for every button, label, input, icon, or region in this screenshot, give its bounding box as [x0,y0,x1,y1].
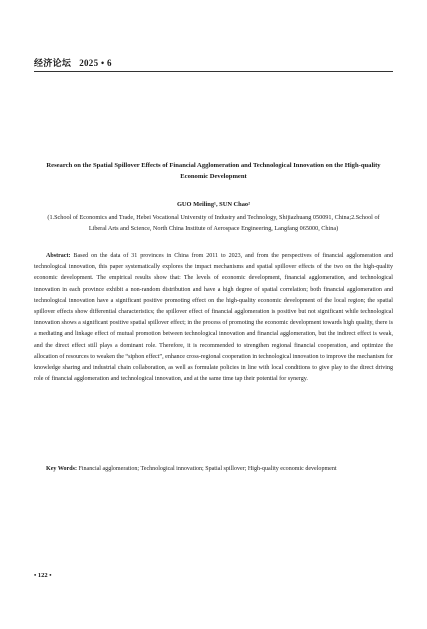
keywords-body: Financial agglomeration; Technological innovation; Spatial spillover; High-quality economic development [78,466,337,472]
header-divider [34,71,393,72]
page-number: • 122 • [34,572,52,579]
keywords-paragraph [34,464,393,475]
keywords-label: Key Words: [46,466,77,472]
author-line: GUO Meiling¹, SUN Chao² [176,201,251,208]
abstract-body: Based on the data of 31 provinces in China from 2011 to 2023, and from the perspectives of financial agglomeration and technological innovation, this paper systematically explores the impact mechanisms and spatial spillover effects of the two on the high-quality economic development. The empirical results show that: The levels of economic development, financial agglomeration, and technological innovation in each province exhibit a non-random distribution and have a high degree of spatial correlation; both financial agglomeration and technological innovation have a significant positive promoting effect on the high-quality economic development of the local region; the spatial spillover effects show differential characteristics; the spillover effect of financial agglomeration is positive but not significant while technological innovation shows a significant positive spatial spillover effect; in the process of promoting the economic development towards high quality, there is a mediating and linkage effect of mutual promotion between technological innovation and financial agglomeration, but the indirect effect is weak, and the direct effect still plays a dominant role. Therefore, it is recommended to strengthen regional financial cooperation, and optimize the allocation of resources to weaken the “siphon effect”, enhance cross-regional cooperation in technological innovation to improve the mechanism for knowledge sharing and industrial chain collaboration, as well as formulate policies in line with local conditions to give play to the direct driving role of financial agglomeration and technological innovation, and at the same time tap their potential for synergy. [34,253,393,383]
issue-number: 2025 • 6 [79,58,112,68]
running-header [34,56,112,69]
affiliations: (1.School of Economics and Trade, Hebei Vocational University of Industry and Technology, Shijiazhuang 050091, China;2.School of Liberal Arts and Science, North China Institute of Aerospace Engineering, Langfang 065000, China) [47,214,380,233]
abstract-paragraph [34,251,393,385]
paper-title: Research on the Spatial Spillover Effects of Financial Agglomeration and Technological Innovation on the High-quality Economic Development [46,162,381,180]
abstract-label: Abstract: [46,253,71,259]
journal-name: 经济论坛 [34,58,72,68]
